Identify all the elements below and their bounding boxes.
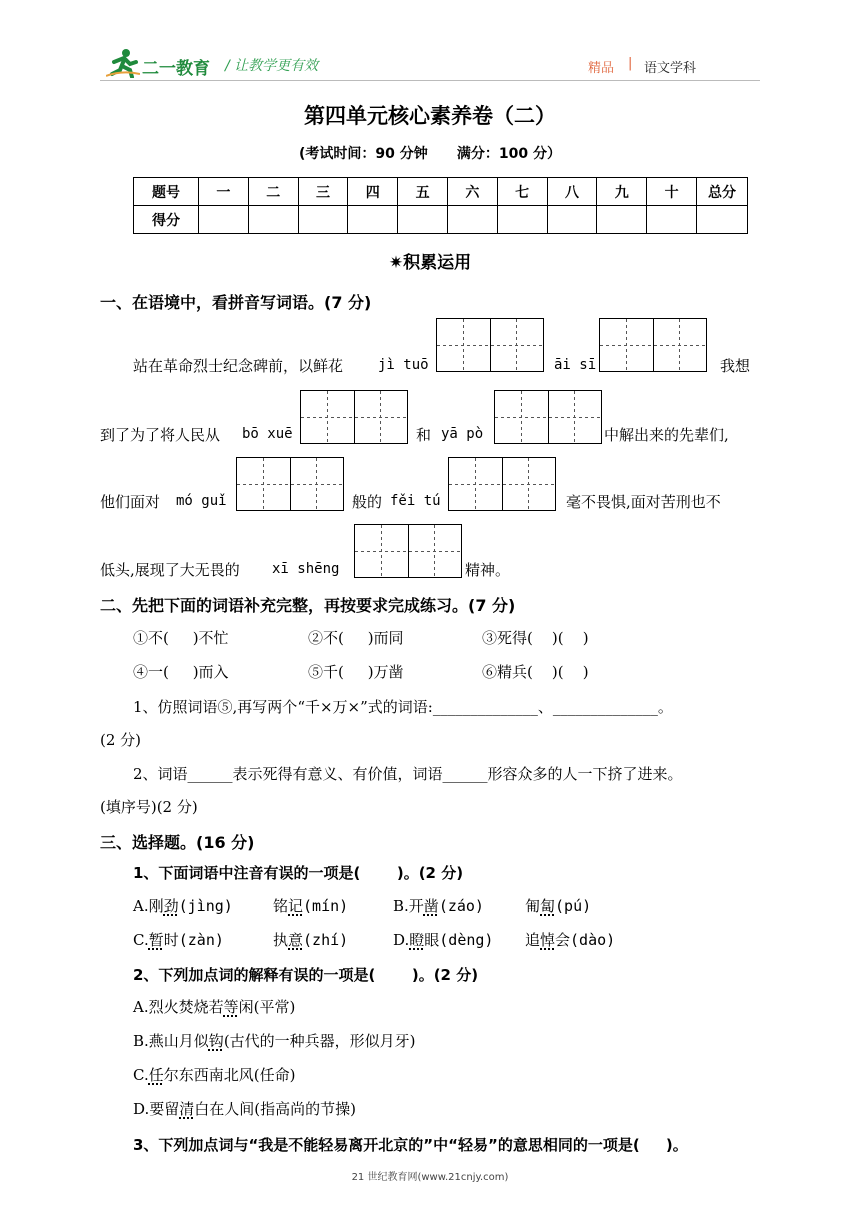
q1-line3-mid: 般的 — [352, 493, 383, 511]
writing-box[interactable] — [436, 318, 544, 372]
logo — [106, 48, 216, 78]
runner-logo-icon — [106, 48, 140, 78]
q2-sub1-tail: (2 分) — [100, 731, 142, 749]
option-d-word2: 追悼会(dào) — [525, 931, 616, 949]
table-cell: 一 — [199, 178, 249, 206]
q1-line4-text: 低头,展现了大无畏的 — [100, 561, 240, 579]
q2-sub1: 1、仿照词语⑤,再写两个“千×万×”式的词语:______________、______________。 — [133, 698, 673, 716]
brand-quality: 精品 — [588, 61, 615, 76]
brand-subject: 语文学科 — [644, 61, 697, 76]
score-input-cell[interactable] — [547, 206, 597, 234]
writing-box[interactable] — [448, 457, 556, 511]
pinyin: bō xuē — [242, 426, 293, 442]
option-b[interactable]: B.燕山月似钩(古代的一种兵器，形似月牙) — [133, 1032, 416, 1050]
pinyin: jì tuō — [378, 357, 429, 373]
q2-item: ⑥精兵( )( ) — [482, 663, 589, 681]
page-title: 第四单元核心素养卷（二） — [304, 104, 556, 128]
q3-sub1: 1、下面词语中注音有误的一项是( )。(2 分) — [133, 864, 464, 882]
option-a[interactable]: A.烈火焚烧若等闲(平常) — [133, 998, 296, 1016]
option-d[interactable]: D.要留清白在人间(指高尚的节操) — [133, 1100, 356, 1118]
score-table — [133, 177, 748, 234]
q2-item: ⑤千( )万凿 — [308, 663, 404, 681]
table-cell: 总分 — [697, 178, 748, 206]
table-cell: 三 — [298, 178, 348, 206]
writing-box[interactable] — [354, 524, 462, 578]
header-rule — [100, 80, 760, 81]
page-footer: 21 世纪教育网(www.21cnjy.com) — [351, 1172, 509, 1183]
q1-line1-text: 站在革命烈士纪念碑前，以鲜花 — [133, 357, 344, 375]
option-b[interactable]: B.开凿(záo) — [393, 897, 484, 915]
brand-separator: | — [628, 56, 633, 71]
section-title: ✷积累运用 — [388, 253, 472, 273]
page-subtitle: (考试时间：90 分钟 满分：100 分） — [298, 146, 562, 162]
option-c-word2: 执意(zhí) — [273, 931, 349, 949]
pinyin: xī shēng — [272, 561, 340, 577]
q2-item: ②不( )而同 — [308, 629, 404, 647]
score-input-cell[interactable] — [199, 206, 249, 234]
q1-line2-text: 到了为了将人民从 — [100, 426, 221, 444]
score-input-cell[interactable] — [497, 206, 547, 234]
table-cell: 九 — [597, 178, 647, 206]
table-cell: 四 — [348, 178, 398, 206]
writing-box[interactable] — [494, 390, 602, 444]
table-cell: 得分 — [134, 206, 199, 234]
pinyin: fěi tú — [390, 493, 441, 509]
score-table-header-row — [134, 178, 748, 206]
option-c[interactable]: C.任尔东西南北风(任命) — [133, 1066, 296, 1084]
score-input-cell[interactable] — [348, 206, 398, 234]
pinyin: yā pò — [441, 426, 484, 442]
q3-sub3: 3、下列加点词与“我是不能轻易离开北京的”中“轻易”的意思相同的一项是( )。 — [133, 1136, 688, 1154]
option-b-word2: 匍匐(pú) — [525, 897, 592, 915]
table-cell: 五 — [398, 178, 448, 206]
q3-sub2: 2、下列加点词的解释有误的一项是( )。(2 分) — [133, 966, 479, 984]
option-a[interactable]: A.刚劲(jìng) — [133, 897, 233, 915]
q2-item: ④一( )而入 — [133, 663, 229, 681]
writing-box[interactable] — [300, 390, 408, 444]
q1-line3-text: 他们面对 — [100, 493, 161, 511]
pinyin: āi sī — [554, 357, 597, 373]
score-input-cell[interactable] — [597, 206, 647, 234]
writing-box[interactable] — [599, 318, 707, 372]
logo-text: 二一教育 — [142, 59, 210, 79]
option-a-word2: 铭记(mín) — [273, 897, 349, 915]
q2-heading: 二、先把下面的词语补充完整，再按要求完成练习。(7 分) — [100, 596, 516, 615]
score-input-cell[interactable] — [447, 206, 497, 234]
score-input-cell[interactable] — [298, 206, 348, 234]
q1-line4-end: 精神。 — [465, 561, 511, 579]
q3-heading: 三、选择题。(16 分) — [100, 833, 255, 852]
score-input-cell[interactable] — [398, 206, 448, 234]
score-input-cell[interactable] — [248, 206, 298, 234]
table-cell: 六 — [447, 178, 497, 206]
writing-box[interactable] — [236, 457, 344, 511]
q1-line2-mid: 和 — [416, 426, 432, 444]
q2-sub2-tail: (填序号)(2 分) — [100, 798, 198, 816]
q1-line1-end: 我想 — [720, 357, 751, 375]
option-d[interactable]: D.瞪眼(dèng) — [393, 931, 494, 949]
score-input-cell[interactable] — [697, 206, 748, 234]
score-table-score-row — [134, 206, 748, 234]
pinyin: mó guǐ — [176, 493, 227, 509]
q1-heading: 一、在语境中，看拼音写词语。(7 分) — [100, 293, 372, 312]
q2-item: ①不( )不忙 — [133, 629, 229, 647]
q2-sub2: 2、词语______表示死得有意义、有价值，词语______形容众多的人一下挤了进来。 — [133, 765, 683, 783]
table-cell: 十 — [647, 178, 697, 206]
table-cell: 八 — [547, 178, 597, 206]
q1-line3-end: 毫不畏惧,面对苦刑也不 — [566, 493, 721, 511]
slogan: / 让教学更有效 — [225, 58, 319, 74]
table-cell: 二 — [248, 178, 298, 206]
score-input-cell[interactable] — [647, 206, 697, 234]
table-cell: 题号 — [134, 178, 199, 206]
table-cell: 七 — [497, 178, 547, 206]
q2-item: ③死得( )( ) — [482, 629, 589, 647]
q1-line2-end: 中解出来的先辈们, — [604, 426, 729, 444]
option-c[interactable]: C.暂时(zàn) — [133, 931, 224, 949]
